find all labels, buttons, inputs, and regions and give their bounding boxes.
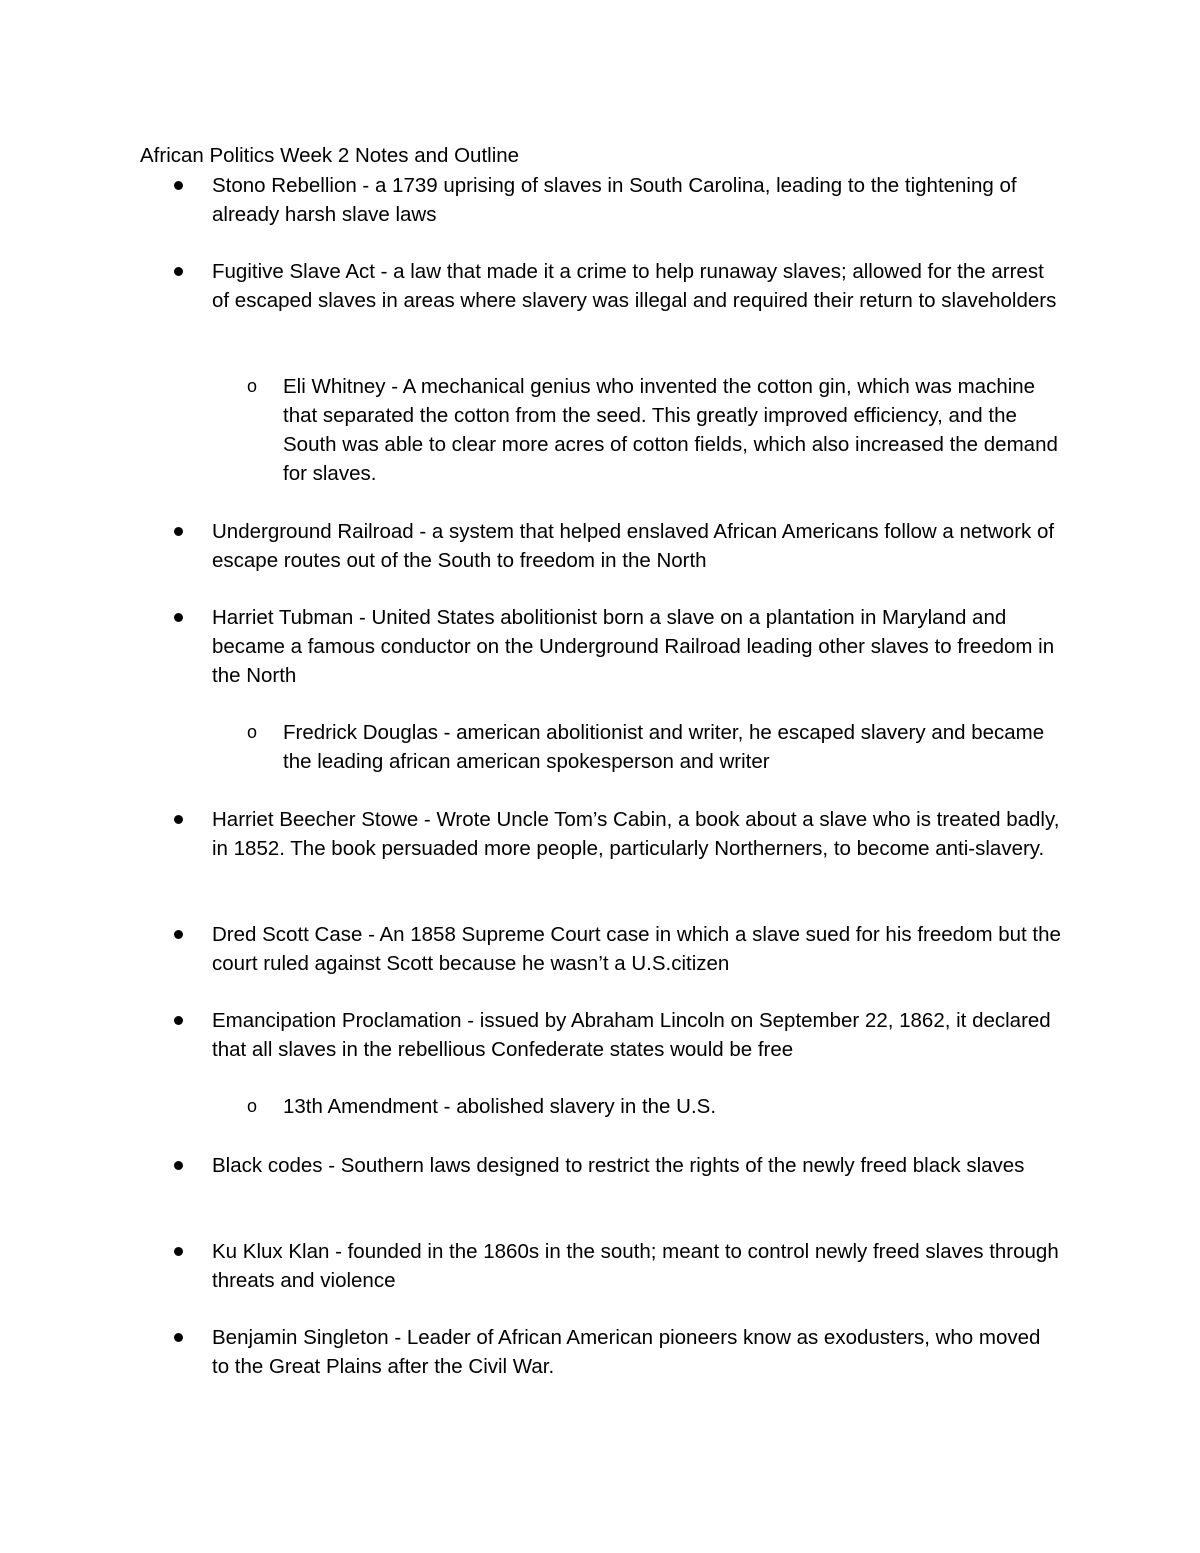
- list-item-stono-rebellion: [212, 171, 1062, 229]
- list-item-text: Emancipation Proclamation - issued by Abraham Lincoln on September 22, 1862, it declared that all slaves in the rebellious Confederate states would be free: [212, 1009, 1051, 1061]
- sub-bullet-marker: o: [247, 722, 258, 742]
- list-item-text: Black codes - Southern laws designed to restrict the rights of the newly freed black slaves: [212, 1154, 1025, 1177]
- bullet-marker: [174, 171, 186, 200]
- list-item-text: Harriet Beecher Stowe - Wrote Uncle Tom’s Cabin, a book about a slave who is treated badly, in 1852. The book persuaded more people, particularly Northerners, to become anti-slavery.: [212, 808, 1060, 860]
- bullet-marker: [174, 805, 186, 834]
- sub-bullet-marker: o: [247, 1096, 258, 1116]
- bullet-marker: [174, 517, 186, 546]
- list-item-text: Ku Klux Klan - founded in the 1860s in the south; meant to control newly freed slaves through threats and violence: [212, 1240, 1059, 1292]
- list-item-text: Fugitive Slave Act - a law that made it a crime to help runaway slaves; allowed for the arrest of escaped slaves in areas where slavery was illegal and required their return to slaveholders: [212, 260, 1057, 312]
- bullet-marker: [174, 603, 186, 632]
- list-item-harriet-tubman: [212, 603, 1062, 690]
- list-item-text: Dred Scott Case - An 1858 Supreme Court case in which a slave sued for his freedom but the court ruled against Scott because he wasn’t a U.S.citizen: [212, 923, 1061, 975]
- list-item-text: Underground Railroad - a system that helped enslaved African Americans follow a network of escape routes out of the South to freedom in the North: [212, 520, 1055, 572]
- list-item-fugitive-slave-act: [212, 257, 1062, 315]
- list-item-text: Stono Rebellion - a 1739 uprising of slaves in South Carolina, leading to the tightening of already harsh slave laws: [212, 174, 1017, 226]
- list-item-black-codes: [212, 1151, 1062, 1180]
- list-item-dred-scott-case: [212, 920, 1062, 978]
- bullet-marker: [174, 1006, 186, 1035]
- list-item-text: Eli Whitney - A mechanical genius who invented the cotton gin, which was machine that separated the cotton from the seed. This greatly improved efficiency, and the South was able to clear more acres of cotton fields, which also increased the demand for slaves.: [283, 375, 1058, 485]
- list-item-harriet-beecher-stowe: [212, 805, 1062, 863]
- list-item-benjamin-singleton: [212, 1323, 1062, 1381]
- bullet-marker: [174, 1323, 186, 1352]
- list-item-text: Harriet Tubman - United States abolitionist born a slave on a plantation in Maryland and became a famous conductor on the Underground Railroad leading other slaves to freedom in the North: [212, 606, 1055, 687]
- list-item-text: Fredrick Douglas - american abolitionist and writer, he escaped slavery and became the leading african american spokesperson and writer: [283, 721, 1045, 773]
- sublist-item-13th-amendment: [247, 1092, 1068, 1121]
- bullet-marker: [174, 257, 186, 286]
- sublist-item-eli-whitney: [247, 372, 1068, 488]
- sublist-item-fredrick-douglas: [247, 718, 1068, 776]
- bullet-marker: [174, 1237, 186, 1266]
- list-item-text: Benjamin Singleton - Leader of African American pioneers know as exodusters, who moved to the Great Plains after the Civil War.: [212, 1326, 1041, 1378]
- bullet-marker: [174, 1151, 186, 1180]
- sub-bullet-marker: o: [247, 376, 258, 396]
- document-title: African Politics Week 2 Notes and Outline: [140, 144, 520, 167]
- bullet-marker: [174, 920, 186, 949]
- list-item-underground-railroad: [212, 517, 1062, 575]
- list-item-ku-klux-klan: [212, 1237, 1062, 1295]
- list-item-emancipation-proclamation: [212, 1006, 1062, 1064]
- list-item-text: 13th Amendment - abolished slavery in the U.S.: [283, 1095, 717, 1118]
